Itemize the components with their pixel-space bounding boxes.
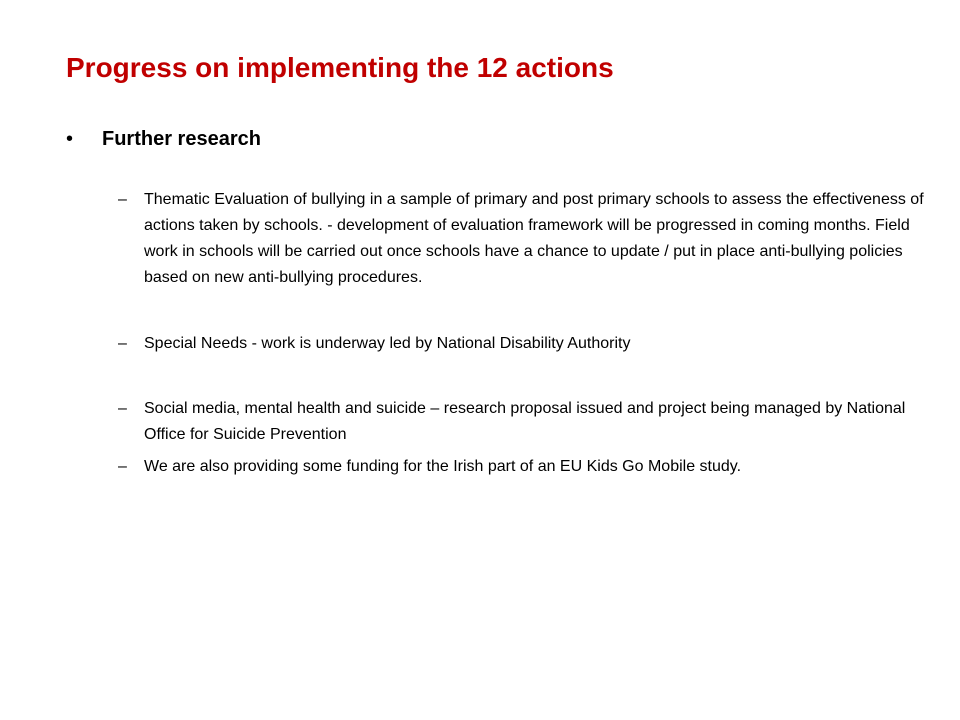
sub-item-text: We are also providing some funding for the Irish part of an EU Kids Go Mobile study.: [144, 458, 742, 475]
dash-icon: –: [118, 458, 127, 475]
dash-icon: –: [118, 335, 127, 352]
sub-item-text: Thematic Evaluation of bullying in a sample of primary and post primary schools to assess the effectiveness of actions taken by schools. - development of evaluation framework will be progressed in coming months. Field work in schools will be carried out once schools have a chance to update / put in place anti-bullying policies based on new anti-bullying procedures.: [144, 191, 924, 286]
dash-icon: –: [118, 191, 127, 208]
slide-title: Progress on implementing the 12 actions: [66, 52, 614, 83]
sub-item-text: Social media, mental health and suicide – research proposal issued and project being managed by National Office for Suicide Prevention: [144, 400, 906, 443]
sub-item-special-needs: [118, 331, 928, 357]
dash-icon: –: [118, 400, 127, 417]
sub-item-social-media: [118, 396, 928, 448]
bullet-further-research: [66, 124, 261, 154]
sub-item-thematic-evaluation: [118, 187, 928, 291]
bullet-label: Further research: [102, 128, 261, 150]
sub-item-text: Special Needs - work is underway led by National Disability Authority: [144, 335, 631, 352]
sub-item-eu-kids-go-mobile: [118, 454, 928, 480]
bullet-dot-icon: •: [66, 128, 74, 150]
